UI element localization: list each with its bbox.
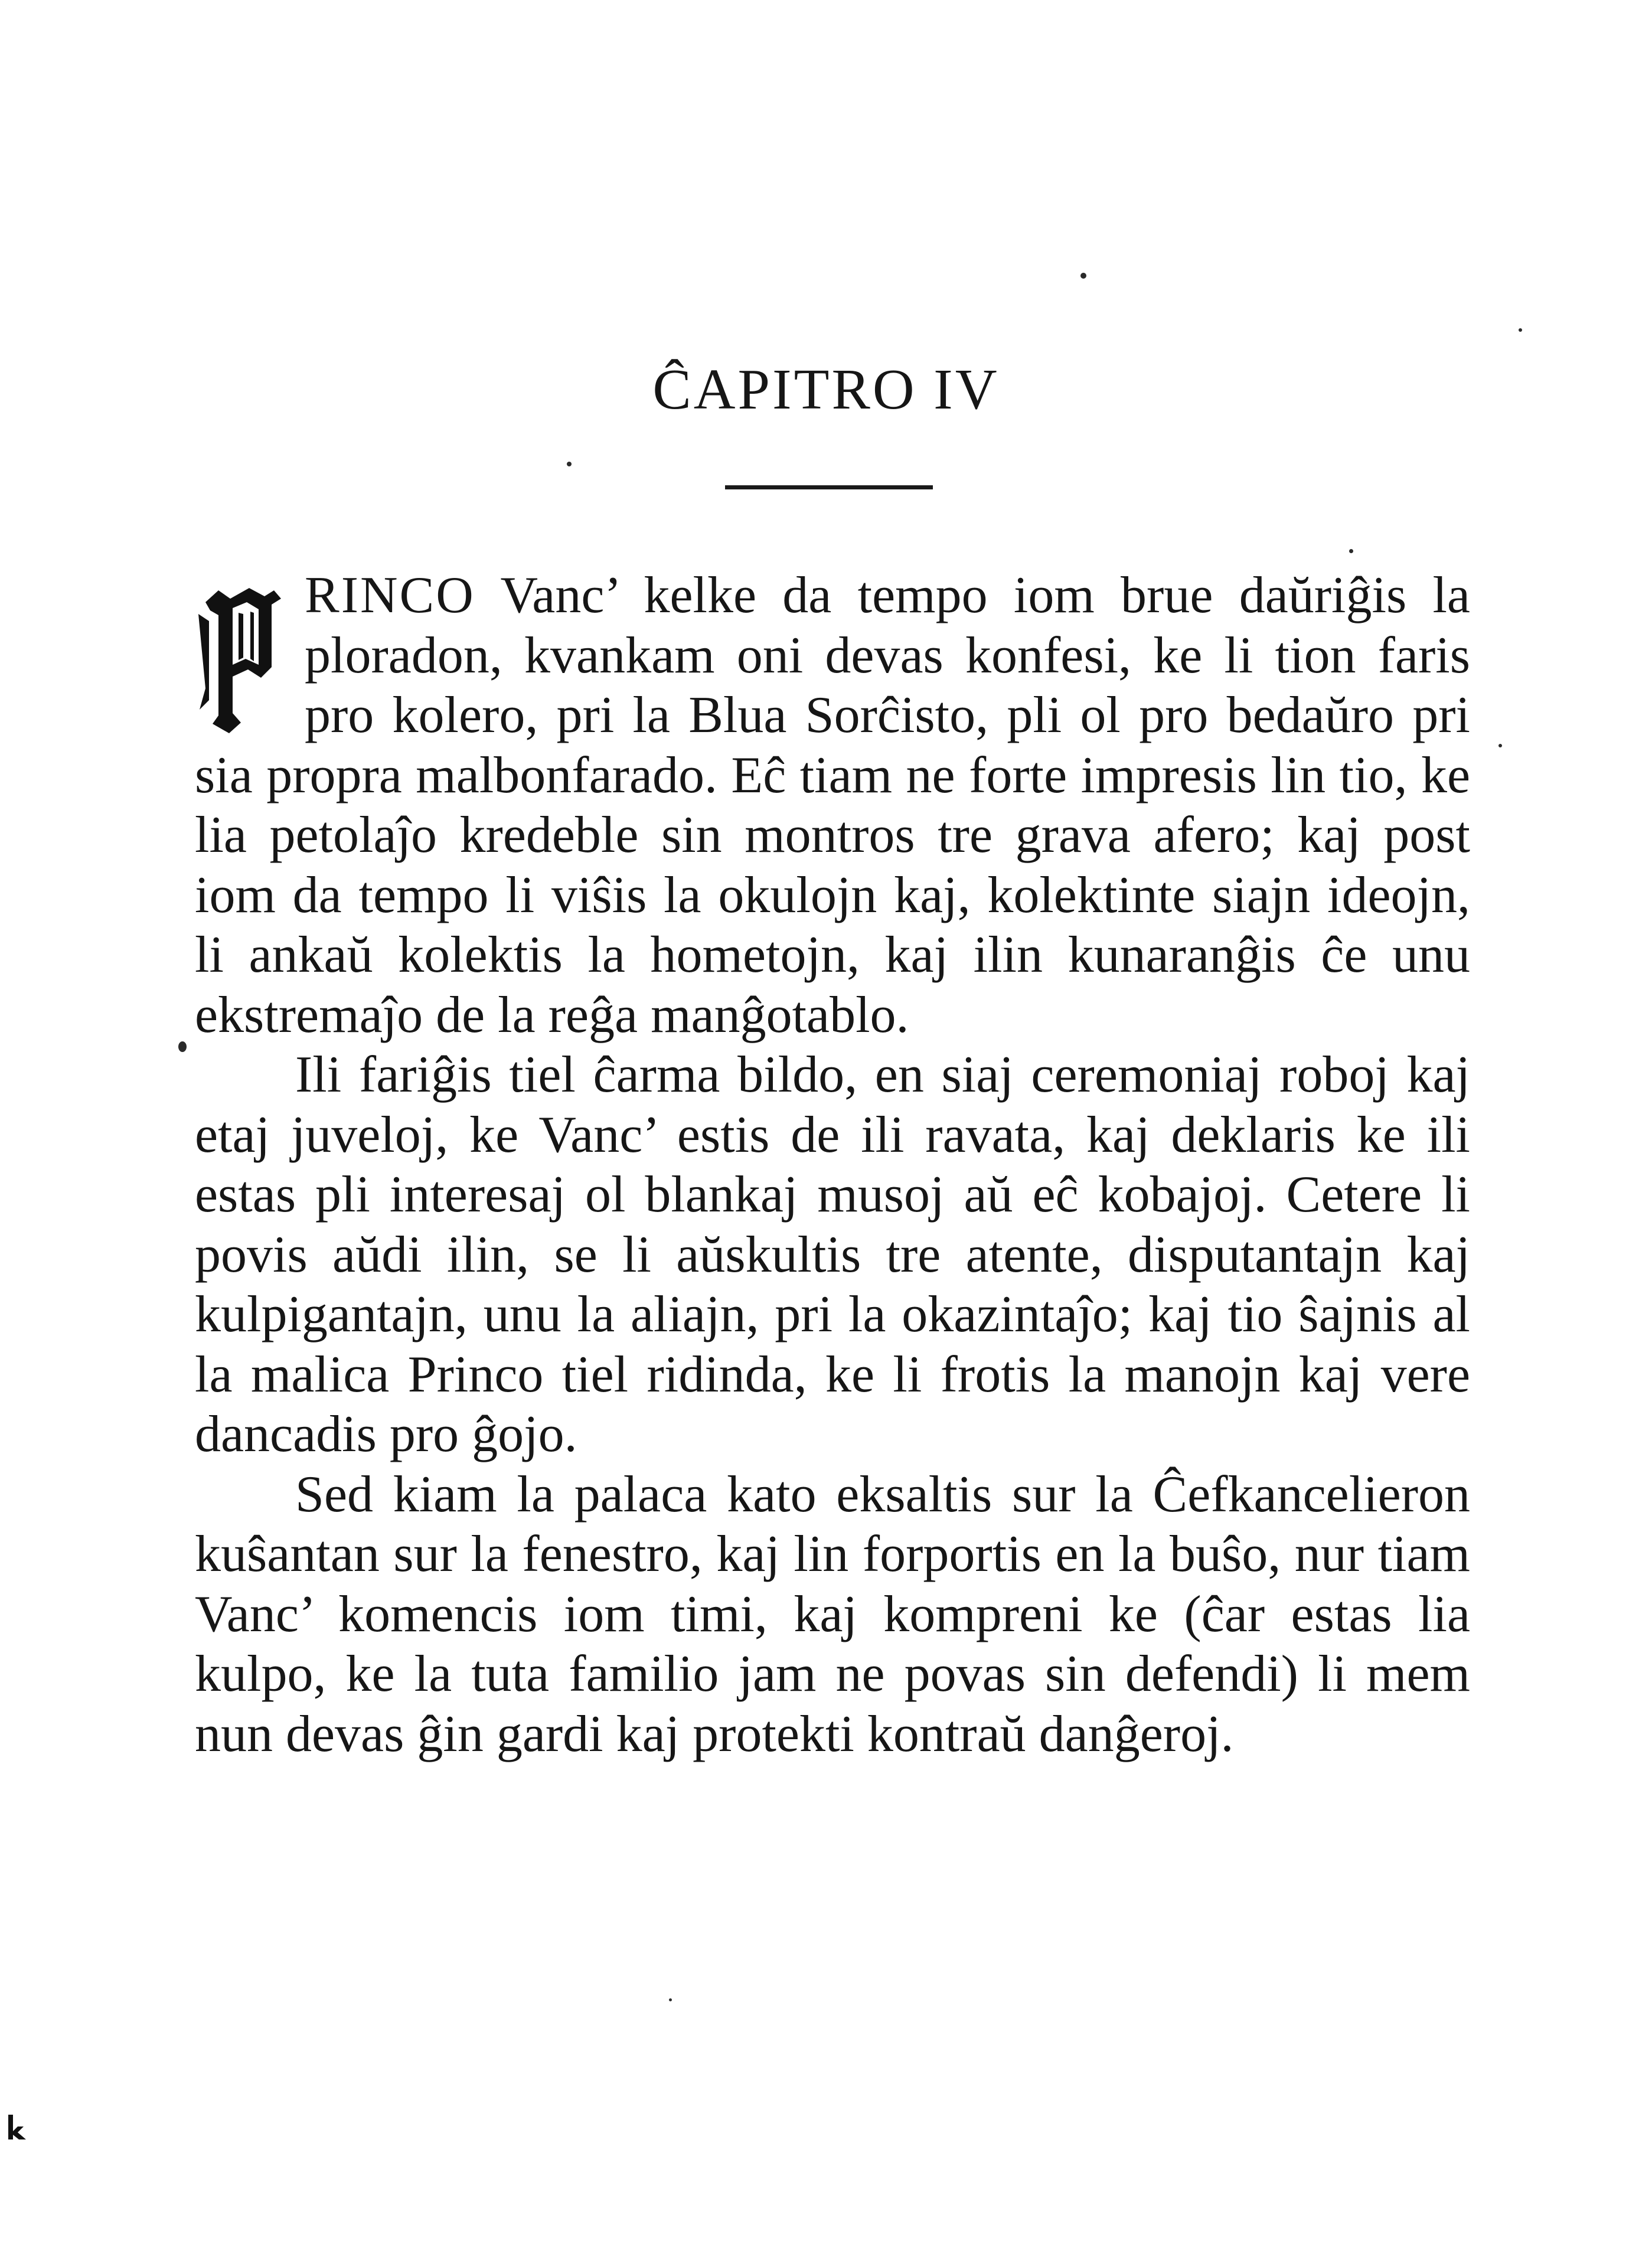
blackletter-p-icon (195, 579, 283, 738)
scan-artifact-mark (6, 2114, 28, 2141)
scan-speck (1519, 328, 1522, 332)
scan-speck (1349, 549, 1353, 553)
dropcap-p-ornament (195, 579, 283, 738)
paragraph-1-text: Vanc’ kelke da tempo iom brue daŭriĝis la ploradon, kvankam oni devas konfesi, ke li tion faris pro kolero, pri la Blua Sorĉisto, pli ol pro bedaŭro pri sia propra malbonfarado. Eĉ tiam ne forte impresis lin tio, ke lia petolaĵo kredeble sin montros tre grava afero; kaj post iom da tempo li viŝis la okulojn kaj, kolektinte siajn ideojn, li ankaŭ kolektis la hometojn, kaj ilin kunaranĝis ĉe unu ekstremaĵo de la reĝa manĝotablo. (195, 567, 1470, 1044)
scan-speck (669, 1998, 672, 2001)
paragraph-3: Sed kiam la palaca kato eksaltis sur la Ĉefkancelieron kuŝantan sur la fenestro, kaj lin forportis en la buŝo, nur tiam Vanc’ komencis iom timi, kaj kompreni ke (ĉar estas lia kulpo, ke la tuta familio jam ne povas sin defendi) li mem nun devas ĝin gardi kaj protekti kontraŭ danĝeroj. (195, 1465, 1470, 1763)
scan-speck (1498, 744, 1502, 747)
scan-speck (567, 462, 572, 466)
paragraph-1-lead: RINCO (305, 567, 475, 624)
paragraph-2: Ili fariĝis tiel ĉarma bildo, en siaj ceremoniaj roboj kaj etaj juveloj, ke Vanc’ estis de ili ravata, kaj deklaris ke ili estas pli interesaj ol blankaj musoj aŭ eĉ kobajoj. Cetere li povis aŭdi ilin, se li aŭskultis tre atente, disputantajn kaj kulpigantajn, unu la aliajn, pri la okazintaĵo; kaj tio ŝajnis al la malica Princo tiel ridinda, ke li frotis la manojn kaj vere dancadis pro ĝojo. (195, 1046, 1470, 1463)
chapter-title: ĈAPITRO IV (652, 358, 1000, 422)
scan-speck (1080, 273, 1086, 279)
paragraph-1 (195, 566, 1470, 1045)
chapter-body (195, 566, 1470, 1764)
scan-speck (178, 1041, 187, 1052)
title-divider (725, 485, 933, 489)
